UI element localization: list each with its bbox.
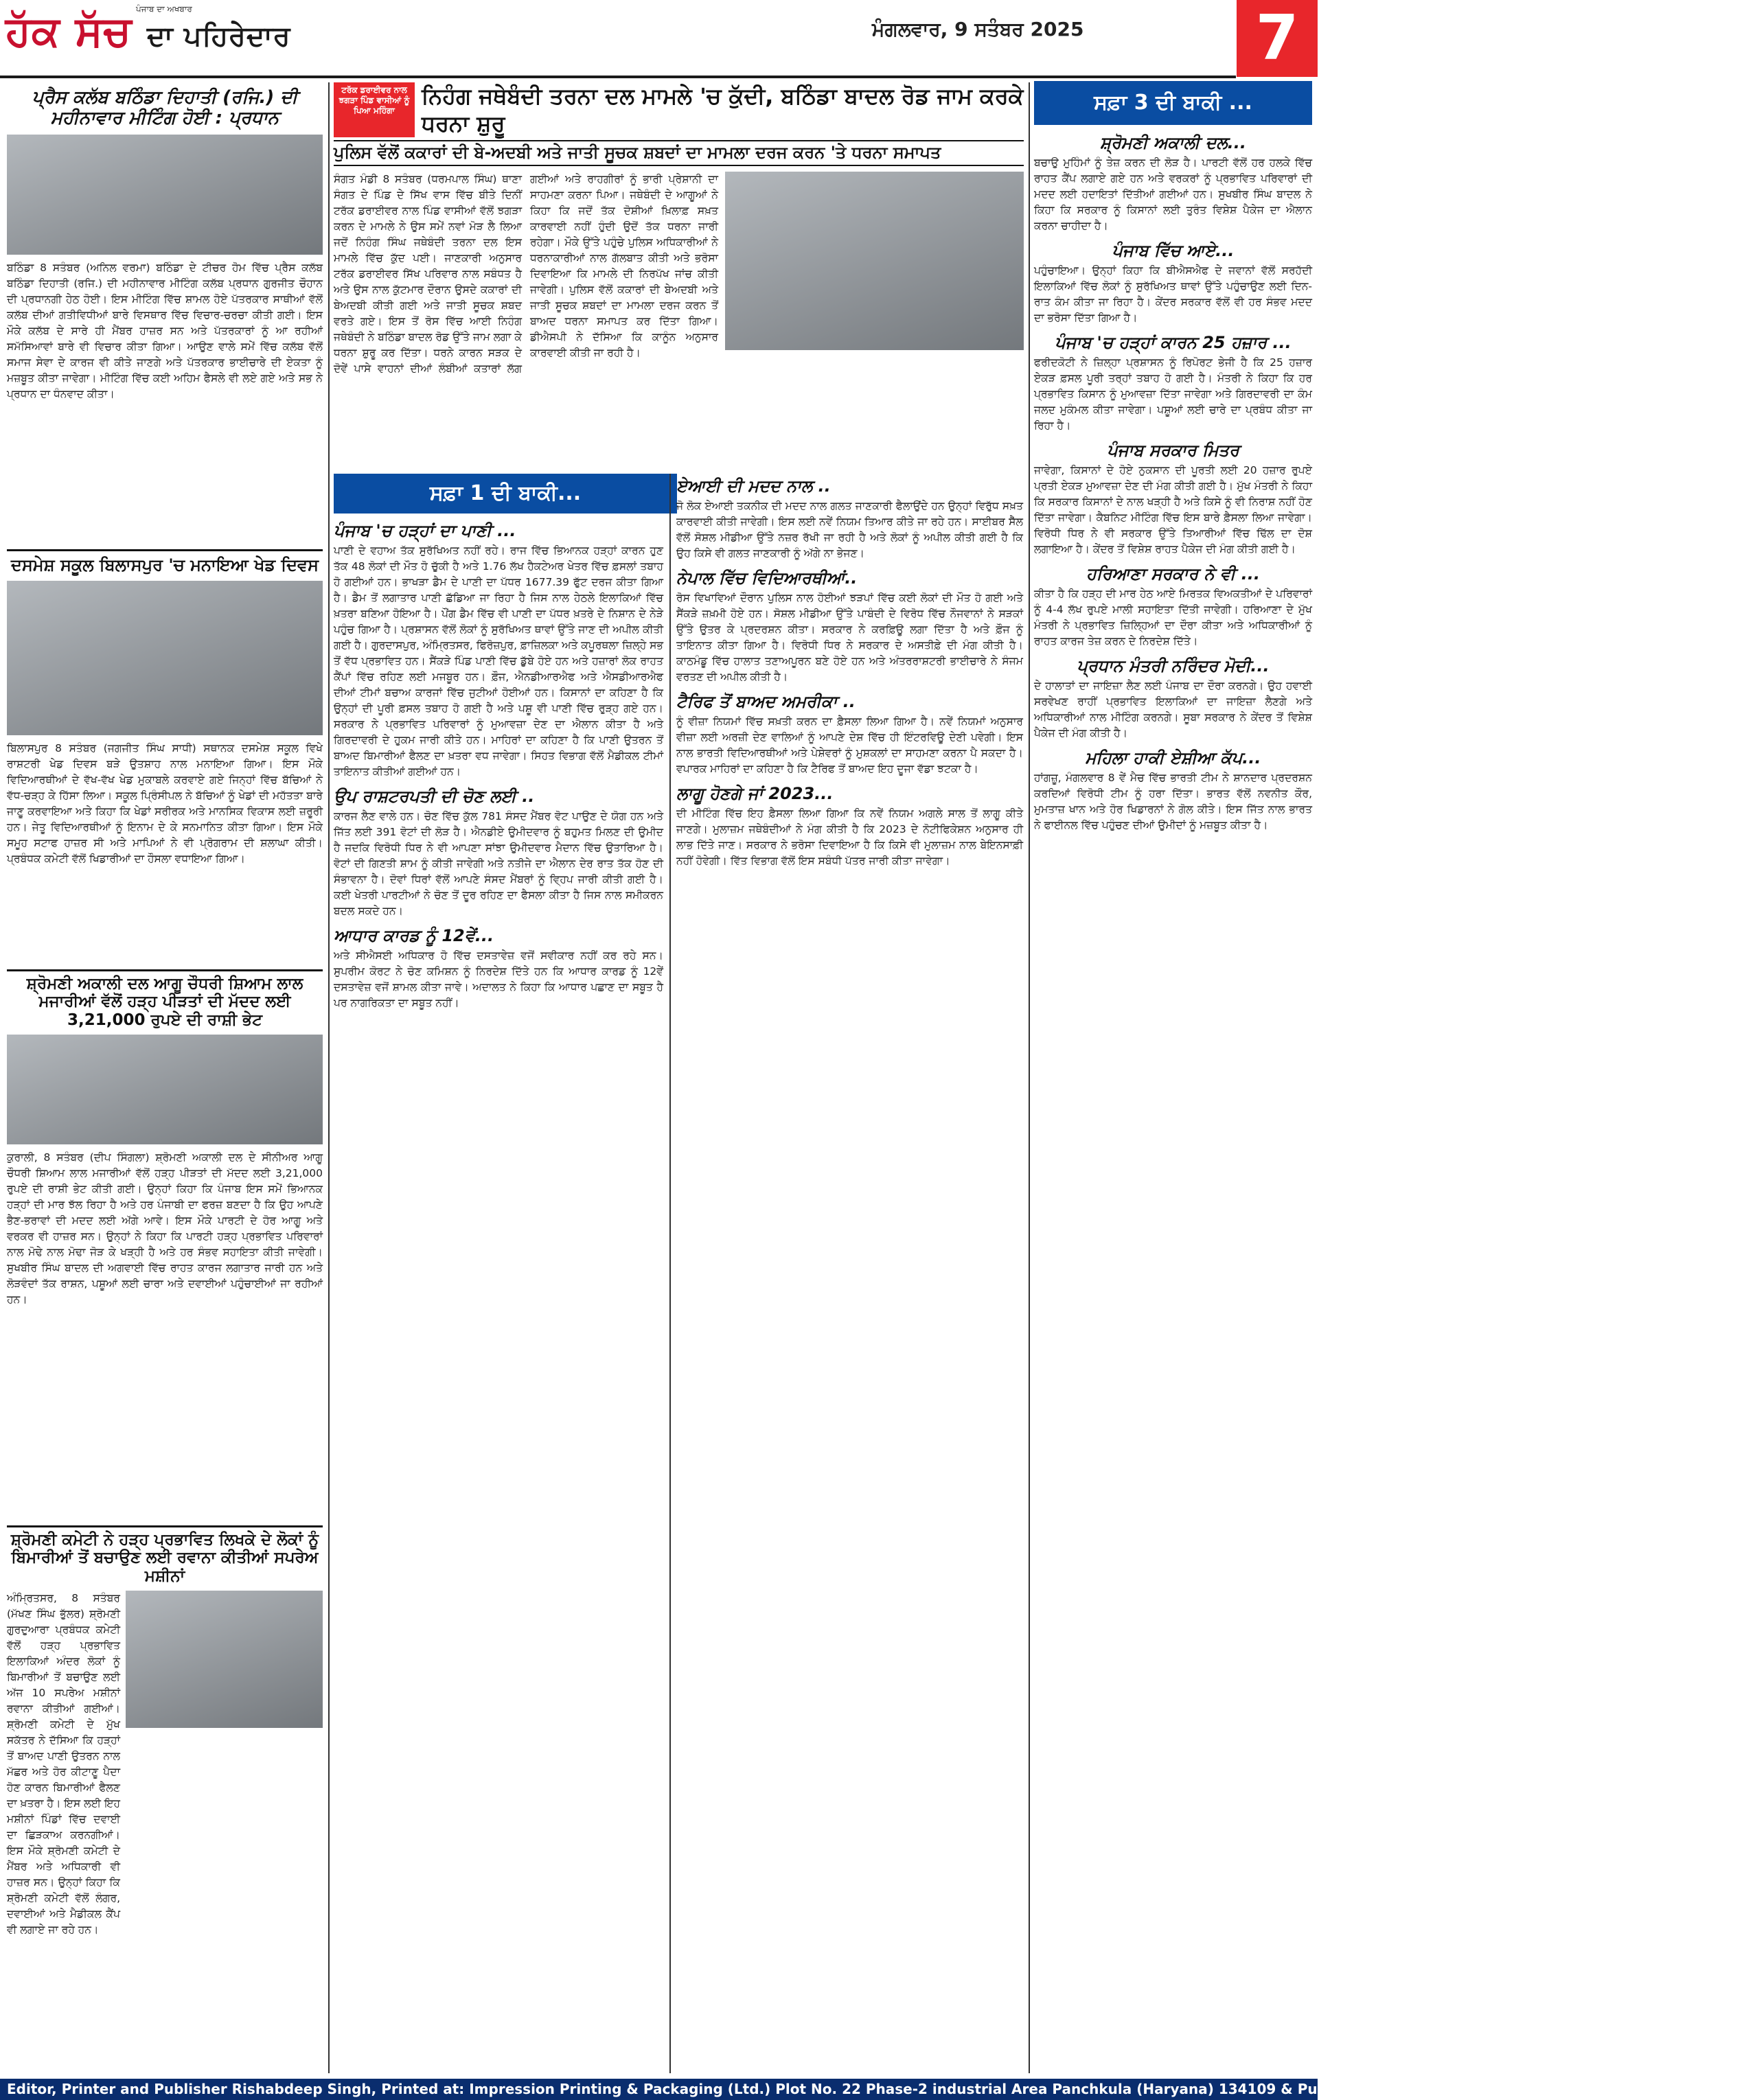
lead-body: ਸੰਗਤ ਮੰਡੀ 8 ਸਤੰਬਰ (ਧਰਮਪਾਲ ਸਿੰਘ) ਥਾਣਾ ਸੰਗਤ ਦੇ ਪਿੰਡ ਦੇ ਸਿੱਖ ਵਾਸ ਵਿੱਚ ਬੀਤੇ ਦਿਨੀਂ ਟਰੱਕ ਡਰਾਈਵਰ ਨਾਲ ਪਿੰਡ ਵਾਸੀਆਂ ਵੱਲੋਂ ਝਗੜਾ ਕਰਨ ਦੇ ਮਾਮਲੇ ਨੇ ਉਸ ਸਮੇਂ ਨਵਾਂ ਮੋੜ ਲੈ ਲਿਆ ਜਦੋਂ ਨਿਹੰਗ ਸਿੰਘ ਜਥੇਬੰਦੀ ਤਰਨਾ ਦਲ ਇਸ ਮਾਮਲੇ ਵਿੱਚ ਕੁੱਦ ਪਈ। ਜਾਣਕਾਰੀ ਅਨੁਸਾਰ ਟਰੱਕ ਡਰਾਈਵਰ ਸਿੱਖ ਪਰਿਵਾਰ ਨਾਲ ਸਬੰਧਤ ਹੈ ਅਤੇ ਉਸ ਨਾਲ ਕੁੱਟਮਾਰ ਦੌਰਾਨ ਉਸਦੇ ਕਕਾਰਾਂ ਦੀ ਬੇਅਦਬੀ ਕੀਤੀ ਗਈ ਅਤੇ ਜਾਤੀ ਸੂਚਕ ਸ਼ਬਦ ਵਰਤੇ ਗਏ। ਇਸ ਤੋਂ ਰੋਸ ਵਿੱਚ ਆਈ ਨਿਹੰਗ ਜਥੇਬੰਦੀ ਨੇ ਬਠਿੰਡਾ ਬਾਦਲ ਰੋਡ ਉੱਤੇ ਜਾਮ ਲਗਾ ਕੇ ਧਰਨਾ ਸ਼ੁਰੂ ਕਰ ਦਿੱਤਾ। ਧਰਨੇ ਕਾਰਨ ਸੜਕ ਦੇ ਦੋਵੇਂ ਪਾਸੇ ਵਾਹਨਾਂ ਦੀਆਂ ਲੰਬੀਆਂ ਕਤਾਰਾਂ ਲੱਗ ਗਈਆਂ ਅਤੇ ਰਾਹਗੀਰਾਂ ਨੂੰ ਭਾਰੀ ਪ੍ਰੇਸ਼ਾਨੀ ਦਾ ਸਾਹਮਣਾ ਕਰਨਾ ਪਿਆ। ਜਥੇਬੰਦੀ ਦੇ ਆਗੂਆਂ ਨੇ ਕਿਹਾ ਕਿ ਜਦੋਂ ਤੱਕ ਦੋਸ਼ੀਆਂ ਖ਼ਿਲਾਫ਼ ਸਖ਼ਤ ਕਾਰਵਾਈ ਨਹੀਂ ਹੁੰਦੀ ਉਦੋਂ ਤੱਕ ਧਰਨਾ ਜਾਰੀ ਰਹੇਗਾ। ਮੌਕੇ ਉੱਤੇ ਪਹੁੰਚੇ ਪੁਲਿਸ ਅਧਿਕਾਰੀਆਂ ਨੇ ਧਰਨਾਕਾਰੀਆਂ ਨਾਲ ਗੱਲਬਾਤ ਕੀਤੀ ਅਤੇ ਭਰੋਸਾ ਦਿਵਾਇਆ ਕਿ ਮਾਮਲੇ ਦੀ ਨਿਰਪੱਖ ਜਾਂਚ ਕੀਤੀ ਜਾਵੇਗੀ। ਪੁਲਿਸ ਵੱਲੋਂ ਕਕਾਰਾਂ ਦੀ ਬੇਅਦਬੀ ਅਤੇ ਜਾਤੀ ਸੂਚਕ ਸ਼ਬਦਾਂ ਦਾ ਮਾਮਲਾ ਦਰਜ ਕਰਨ ਤੋਂ ਬਾਅਦ ਧਰਨਾ ਸਮਾਪਤ ਕਰ ਦਿੱਤਾ ਗਿਆ। ਡੀਐਸਪੀ ਨੇ ਦੱਸਿਆ ਕਿ ਕਾਨੂੰਨ ਅਨੁਸਾਰ ਕਾਰਵਾਈ ਕੀਤੀ ਜਾ ਰਹੀ ਹੈ। bbox=[334, 172, 718, 375]
masthead-rule bbox=[0, 76, 1236, 78]
logo-text: ਹੱਕ ਸੱਚ bbox=[5, 8, 133, 56]
section-title: ਪੰਜਾਬ ਸਰਕਾਰ ਮਿਤਰ bbox=[1107, 441, 1239, 460]
date-line: ਮੰਗਲਵਾਰ, 9 ਸਤੰਬਰ 2025 bbox=[872, 18, 1084, 41]
body-mazaria-donation: ਕੁਰਾਲੀ, 8 ਸਤੰਬਰ (ਦੀਪ ਸਿੰਗਲਾ) ਸ਼੍ਰੋਮਣੀ ਅਕਾਲੀ ਦਲ ਦੇ ਸੀਨੀਅਰ ਆਗੂ ਚੌਧਰੀ ਸ਼ਿਆਮ ਲਾਲ ਮਜਾਰੀਆਂ ਵੱਲੋਂ ਹੜ੍ਹ ਪੀੜਤਾਂ ਦੀ ਮੱਦਦ ਲਈ 3,21,000 ਰੁਪਏ ਦੀ ਰਾਸ਼ੀ ਭੇਟ ਕੀਤੀ ਗਈ। ਉਨ੍ਹਾਂ ਕਿਹਾ ਕਿ ਪੰਜਾਬ ਇਸ ਸਮੇਂ ਭਿਆਨਕ ਹੜ੍ਹਾਂ ਦੀ ਮਾਰ ਝੱਲ ਰਿਹਾ ਹੈ ਅਤੇ ਹਰ ਪੰਜਾਬੀ ਦਾ ਫਰਜ਼ ਬਣਦਾ ਹੈ ਕਿ ਉਹ ਆਪਣੇ ਭੈਣ-ਭਰਾਵਾਂ ਦੀ ਮਦਦ ਲਈ ਅੱਗੇ ਆਵੇ। ਇਸ ਮੌਕੇ ਪਾਰਟੀ ਦੇ ਹੋਰ ਆਗੂ ਅਤੇ ਵਰਕਰ ਵੀ ਹਾਜ਼ਰ ਸਨ। ਉਨ੍ਹਾਂ ਨੇ ਕਿਹਾ ਕਿ ਪਾਰਟੀ ਹੜ੍ਹ ਪ੍ਰਭਾਵਿਤ ਪਰਿਵਾਰਾਂ ਨਾਲ ਮੋਢੇ ਨਾਲ ਮੋਢਾ ਜੋੜ ਕੇ ਖੜ੍ਹੀ ਹੈ ਅਤੇ ਹਰ ਸੰਭਵ ਸਹਾਇਤਾ ਕੀਤੀ ਜਾਵੇਗੀ। ਸੁਖਬੀਰ ਸਿੰਘ ਬਾਦਲ ਦੀ ਅਗਵਾਈ ਵਿੱਚ ਰਾਹਤ ਕਾਰਜ ਲਗਾਤਾਰ ਜਾਰੀ ਹਨ ਅਤੇ ਲੋੜਵੰਦਾਂ ਤੱਕ ਰਾਸ਼ਨ, ਪਸ਼ੂਆਂ ਲਈ ਚਾਰਾ ਅਤੇ ਦਵਾਈਆਂ ਪਹੁੰਚਾਈਆਂ ਜਾ ਰਹੀਆਂ ਹਨ। bbox=[7, 1151, 323, 1306]
headline-mazaria-donation: ਸ਼੍ਰੋਮਣੀ ਅਕਾਲੀ ਦਲ ਆਗੂ ਚੌਧਰੀ ਸ਼ਿਆਮ ਲਾਲ ਮਜਾਰੀਆਂ ਵੱਲੋਂ ਹੜ੍ਹ ਪੀੜਤਾਂ ਦੀ ਮੱਦਦ ਲਈ 3,21,000 ਰੁਪਏ ਦੀ ਰਾਸ਼ੀ ਭੇਟ bbox=[26, 975, 303, 1029]
donation-photo bbox=[7, 1035, 323, 1144]
school-photo bbox=[7, 581, 323, 735]
page-3-continued-column bbox=[1034, 130, 1312, 2073]
section-body: ਹਾਂਗਜ਼ੂ, ਮੰਗਲਵਾਰ 8 ਵੇਂ ਮੈਚ ਵਿੱਚ ਭਾਰਤੀ ਟੀਮ ਨੇ ਸ਼ਾਨਦਾਰ ਪ੍ਰਦਰਸ਼ਨ ਕਰਦਿਆਂ ਵਿਰੋਧੀ ਟੀਮ ਨੂੰ ਹਰਾ ਦਿੱਤਾ। ਭਾਰਤ ਵੱਲੋਂ ਨਵਨੀਤ ਕੌਰ, ਮੁਮਤਾਜ਼ ਖਾਨ ਅਤੇ ਹੋਰ ਖਿਡਾਰਨਾਂ ਨੇ ਗੋਲ ਕੀਤੇ। ਇਸ ਜਿੱਤ ਨਾਲ ਭਾਰਤ ਨੇ ਫਾਈਨਲ ਵਿੱਚ ਪਹੁੰਚਣ ਦੀਆਂ ਉਮੀਦਾਂ ਨੂੰ ਮਜ਼ਬੂਤ ਕੀਤਾ ਹੈ। bbox=[1034, 772, 1312, 831]
section-title: ਮਹਿਲਾ ਹਾਕੀ ਏਸ਼ੀਆ ਕੱਪ... bbox=[1085, 748, 1261, 768]
newspaper-logo bbox=[5, 4, 328, 70]
column-divider bbox=[1029, 82, 1030, 2073]
continued-column-2 bbox=[676, 474, 1023, 2073]
page-number: 7 bbox=[1237, 0, 1318, 77]
imprint-footer: Editor, Printer and Publisher Rishabdeep Singh, Printed at: Impression Printing & Packaging (Ltd.) Plot No. 22 Phase-2 industrial Area Panchkula (Haryana) 134109 & Published From 3223, First Floor, Sector-35D, Chandigarh bbox=[0, 2079, 1318, 2100]
section-title: ਪੰਜਾਬ 'ਚ ਹੜ੍ਹਾਂ ਦਾ ਪਾਣੀ ... bbox=[334, 521, 516, 540]
section-body: ਪਾਣੀ ਦੇ ਵਹਾਅ ਤੱਕ ਸੁਰੱਖਿਅਤ ਨਹੀਂ ਰਹੇ। ਰਾਜ ਵਿੱਚ ਭਿਆਨਕ ਹੜ੍ਹਾਂ ਕਾਰਨ ਹੁਣ ਤੱਕ 48 ਲੋਕਾਂ ਦੀ ਮੌਤ ਹੋ ਚੁੱਕੀ ਹੈ ਅਤੇ 1.76 ਲੱਖ ਹੈਕਟੇਅਰ ਖੇਤਰ ਵਿੱਚ ਫ਼ਸਲਾਂ ਤਬਾਹ ਹੋ ਗਈਆਂ ਹਨ। ਭਾਖੜਾ ਡੈਮ ਦੇ ਪਾਣੀ ਦਾ ਪੱਧਰ 1677.39 ਫੁੱਟ ਦਰਜ ਕੀਤਾ ਗਿਆ ਹੈ। ਡੈਮ ਤੋਂ ਲਗਾਤਾਰ ਪਾਣੀ ਛੱਡਿਆ ਜਾ ਰਿਹਾ ਹੈ ਜਿਸ ਨਾਲ ਹੇਠਲੇ ਇਲਾਕਿਆਂ ਵਿੱਚ ਖ਼ਤਰਾ ਬਣਿਆ ਹੋਇਆ ਹੈ। ਪੌਂਗ ਡੈਮ ਵਿੱਚ ਵੀ ਪਾਣੀ ਦਾ ਪੱਧਰ ਖ਼ਤਰੇ ਦੇ ਨਿਸ਼ਾਨ ਦੇ ਨੇੜੇ ਪਹੁੰਚ ਗਿਆ ਹੈ। ਪ੍ਰਸ਼ਾਸਨ ਵੱਲੋਂ ਲੋਕਾਂ ਨੂੰ ਸੁਰੱਖਿਅਤ ਥਾਵਾਂ ਉੱਤੇ ਜਾਣ ਦੀ ਅਪੀਲ ਕੀਤੀ ਗਈ ਹੈ। ਗੁਰਦਾਸਪੁਰ, ਅੰਮ੍ਰਿਤਸਰ, ਫਿਰੋਜ਼ਪੁਰ, ਫ਼ਾਜ਼ਿਲਕਾ ਅਤੇ ਕਪੂਰਥਲਾ ਜ਼ਿਲ੍ਹੇ ਸਭ ਤੋਂ ਵੱਧ ਪ੍ਰਭਾਵਿਤ ਹਨ। ਸੈਂਕੜੇ ਪਿੰਡ ਪਾਣੀ ਵਿੱਚ ਡੁੱਬੇ ਹੋਏ ਹਨ ਅਤੇ ਹਜ਼ਾਰਾਂ ਲੋਕ ਰਾਹਤ ਕੈਂਪਾਂ ਵਿੱਚ ਰਹਿਣ ਲਈ ਮਜਬੂਰ ਹਨ। ਫ਼ੌਜ, ਐਨਡੀਆਰਐਫ ਅਤੇ ਐਸਡੀਆਰਐਫ ਦੀਆਂ ਟੀਮਾਂ ਬਚਾਅ ਕਾਰਜਾਂ ਵਿੱਚ ਜੁਟੀਆਂ ਹੋਈਆਂ ਹਨ। ਕਿਸਾਨਾਂ ਦਾ ਕਹਿਣਾ ਹੈ ਕਿ ਉਨ੍ਹਾਂ ਦੀ ਪੂਰੀ ਫ਼ਸਲ ਤਬਾਹ ਹੋ ਗਈ ਹੈ ਅਤੇ ਪਸ਼ੂ ਵੀ ਪਾਣੀ ਵਿੱਚ ਰੁੜ੍ਹ ਗਏ ਹਨ। ਸਰਕਾਰ ਨੇ ਪ੍ਰਭਾਵਿਤ ਪਰਿਵਾਰਾਂ ਨੂੰ ਮੁਆਵਜ਼ਾ ਦੇਣ ਦਾ ਐਲਾਨ ਕੀਤਾ ਹੈ ਅਤੇ ਗਿਰਦਾਵਰੀ ਦੇ ਹੁਕਮ ਜਾਰੀ ਕੀਤੇ ਹਨ। ਮਾਹਿਰਾਂ ਦਾ ਕਹਿਣਾ ਹੈ ਕਿ ਪਾਣੀ ਉਤਰਨ ਤੋਂ ਬਾਅਦ ਬਿਮਾਰੀਆਂ ਫੈਲਣ ਦਾ ਖ਼ਤਰਾ ਵਧ ਜਾਵੇਗਾ। ਸਿਹਤ ਵਿਭਾਗ ਵੱਲੋਂ ਮੈਡੀਕਲ ਟੀਮਾਂ ਤਾਇਨਾਤ ਕੀਤੀਆਂ ਗਈਆਂ ਹਨ। bbox=[334, 544, 663, 778]
section-title: ਪ੍ਰਧਾਨ ਮੰਤਰੀ ਨਰਿੰਦਰ ਮੋਦੀ... bbox=[1077, 656, 1270, 676]
page-1-continued-band: ਸਫ਼ਾ 1 ਦੀ ਬਾਕੀ... bbox=[334, 474, 677, 514]
lead-subheadline: ਪੁਲਿਸ ਵੱਲੋਂ ਕਕਾਰਾਂ ਦੀ ਬੇ-ਅਦਬੀ ਅਤੇ ਜਾਤੀ ਸੂਚਕ ਸ਼ਬਦਾਂ ਦਾ ਮਾਮਲਾ ਦਰਜ ਕਰਨ 'ਤੇ ਧਰਨਾ ਸਮਾਪਤ bbox=[334, 140, 1024, 166]
section-body: ਜੋ ਲੋਕ ਏਆਈ ਤਕਨੀਕ ਦੀ ਮਦਦ ਨਾਲ ਗਲਤ ਜਾਣਕਾਰੀ ਫੈਲਾਉਂਦੇ ਹਨ ਉਨ੍ਹਾਂ ਵਿਰੁੱਧ ਸਖ਼ਤ ਕਾਰਵਾਈ ਕੀਤੀ ਜਾਵੇਗੀ। ਇਸ ਲਈ ਨਵੇਂ ਨਿਯਮ ਤਿਆਰ ਕੀਤੇ ਜਾ ਰਹੇ ਹਨ। ਸਾਈਬਰ ਸੈੱਲ ਵੱਲੋਂ ਸੋਸ਼ਲ ਮੀਡੀਆ ਉੱਤੇ ਨਜ਼ਰ ਰੱਖੀ ਜਾ ਰਹੀ ਹੈ ਅਤੇ ਲੋਕਾਂ ਨੂੰ ਅਪੀਲ ਕੀਤੀ ਗਈ ਹੈ ਕਿ ਉਹ ਕਿਸੇ ਵੀ ਗਲਤ ਜਾਣਕਾਰੀ ਨੂੰ ਅੱਗੇ ਨਾ ਭੇਜਣ। bbox=[676, 500, 1023, 559]
lead-headline: ਨਿਹੰਗ ਜਥੇਬੰਦੀ ਤਰਨਾ ਦਲ ਮਾਮਲੇ 'ਚ ਕੁੱਦੀ, ਬਠਿੰਡਾ ਬਾਦਲ ਰੋਡ ਜਾਮ ਕਰਕੇ ਧਰਨਾ ਸ਼ੁਰੂ bbox=[422, 83, 1024, 137]
headline-dasmesh-school: ਦਸਮੇਸ਼ ਸਕੂਲ ਬਿਲਾਸਪੁਰ 'ਚ ਮਨਾਇਆ ਖੇਡ ਦਿਵਸ bbox=[10, 555, 319, 575]
section-body: ਕੀਤਾ ਹੈ ਕਿ ਹੜ੍ਹ ਦੀ ਮਾਰ ਹੇਠ ਆਏ ਮਿਰਤਕ ਵਿਅਕਤੀਆਂ ਦੇ ਪਰਿਵਾਰਾਂ ਨੂੰ 4-4 ਲੱਖ ਰੁਪਏ ਮਾਲੀ ਸਹਾਇਤਾ ਦਿੱਤੀ ਜਾਵੇਗੀ। ਹਰਿਆਣਾ ਦੇ ਮੁੱਖ ਮੰਤਰੀ ਨੇ ਪ੍ਰਭਾਵਿਤ ਜ਼ਿਲ੍ਹਿਆਂ ਦਾ ਦੌਰਾ ਕੀਤਾ ਅਤੇ ਅਧਿਕਾਰੀਆਂ ਨੂੰ ਰਾਹਤ ਕਾਰਜ ਤੇਜ਼ ਕਰਨ ਦੇ ਨਿਰਦੇਸ਼ ਦਿੱਤੇ। bbox=[1034, 588, 1312, 647]
headline-press-club: ਪ੍ਰੈਸ ਕਲੱਬ ਬਠਿੰਡਾ ਦਿਹਾਤੀ (ਰਜਿ.) ਦੀ ਮਹੀਨਾਵਾਰ ਮੀਟਿੰਗ ਹੋਈ : ਪ੍ਰਧਾਨ bbox=[32, 87, 298, 128]
section-title: ਪੰਜਾਬ ਵਿੱਚ ਆਏ... bbox=[1112, 241, 1235, 260]
logo-text-2: ਦਾ ਪਹਿਰੇਦਾਰ bbox=[146, 21, 291, 52]
body-dasmesh-school: ਬਿਲਾਸਪੁਰ 8 ਸਤੰਬਰ (ਜਗਜੀਤ ਸਿੰਘ ਸਾਧੀ) ਸਥਾਨਕ ਦਸਮੇਸ਼ ਸਕੂਲ ਵਿਖੇ ਰਾਸ਼ਟਰੀ ਖੇਡ ਦਿਵਸ ਬੜੇ ਉਤਸ਼ਾਹ ਨਾਲ ਮਨਾਇਆ ਗਿਆ। ਇਸ ਮੌਕੇ ਵਿਦਿਆਰਥੀਆਂ ਦੇ ਵੱਖ-ਵੱਖ ਖੇਡ ਮੁਕਾਬਲੇ ਕਰਵਾਏ ਗਏ ਜਿਨ੍ਹਾਂ ਵਿੱਚ ਬੱਚਿਆਂ ਨੇ ਵੱਧ-ਚੜ੍ਹ ਕੇ ਹਿੱਸਾ ਲਿਆ। ਸਕੂਲ ਪ੍ਰਿੰਸੀਪਲ ਨੇ ਬੱਚਿਆਂ ਨੂੰ ਖੇਡਾਂ ਦੀ ਮਹੱਤਤਾ ਬਾਰੇ ਜਾਣੂ ਕਰਵਾਇਆ ਅਤੇ ਕਿਹਾ ਕਿ ਖੇਡਾਂ ਸਰੀਰਕ ਅਤੇ ਮਾਨਸਿਕ ਵਿਕਾਸ ਲਈ ਜ਼ਰੂਰੀ ਹਨ। ਜੇਤੂ ਵਿਦਿਆਰਥੀਆਂ ਨੂੰ ਇਨਾਮ ਦੇ ਕੇ ਸਨਮਾਨਿਤ ਕੀਤਾ ਗਿਆ। ਇਸ ਮੌਕੇ ਸਮੂਹ ਸਟਾਫ ਹਾਜ਼ਰ ਸੀ ਅਤੇ ਮਾਪਿਆਂ ਨੇ ਵੀ ਪ੍ਰੋਗਰਾਮ ਦੀ ਸ਼ਲਾਘਾ ਕੀਤੀ। ਪ੍ਰਬੰਧਕ ਕਮੇਟੀ ਵੱਲੋਂ ਖਿਡਾਰੀਆਂ ਦਾ ਹੌਸਲਾ ਵਧਾਇਆ ਗਿਆ। bbox=[7, 741, 323, 865]
protest-photo bbox=[725, 172, 1024, 350]
masthead bbox=[0, 0, 1318, 77]
section-title: ਸ਼੍ਰੋਮਣੀ ਅਕਾਲੀ ਦਲ... bbox=[1100, 133, 1246, 152]
section-body: ਕਾਰਜ ਲੈਣ ਵਾਲੇ ਹਨ। ਚੋਣ ਵਿੱਚ ਕੁੱਲ 781 ਸੰਸਦ ਮੈਂਬਰ ਵੋਟ ਪਾਉਣ ਦੇ ਯੋਗ ਹਨ ਅਤੇ ਜਿੱਤ ਲਈ 391 ਵੋਟਾਂ ਦੀ ਲੋੜ ਹੈ। ਐਨਡੀਏ ਉਮੀਦਵਾਰ ਨੂੰ ਬਹੁਮਤ ਮਿਲਣ ਦੀ ਉਮੀਦ ਹੈ ਜਦਕਿ ਵਿਰੋਧੀ ਧਿਰ ਨੇ ਵੀ ਆਪਣਾ ਸਾਂਝਾ ਉਮੀਦਵਾਰ ਮੈਦਾਨ ਵਿੱਚ ਉਤਾਰਿਆ ਹੈ। ਵੋਟਾਂ ਦੀ ਗਿਣਤੀ ਸ਼ਾਮ ਨੂੰ ਕੀਤੀ ਜਾਵੇਗੀ ਅਤੇ ਨਤੀਜੇ ਦਾ ਐਲਾਨ ਦੇਰ ਰਾਤ ਤੱਕ ਹੋਣ ਦੀ ਸੰਭਾਵਨਾ ਹੈ। ਦੋਵਾਂ ਧਿਰਾਂ ਵੱਲੋਂ ਆਪਣੇ ਸੰਸਦ ਮੈਂਬਰਾਂ ਨੂੰ ਵ੍ਹਿਪ ਜਾਰੀ ਕੀਤੀ ਗਈ ਹੈ। ਕਈ ਖੇਤਰੀ ਪਾਰਟੀਆਂ ਨੇ ਚੋਣ ਤੋਂ ਦੂਰ ਰਹਿਣ ਦਾ ਫੈਸਲਾ ਕੀਤਾ ਹੈ ਜਿਸ ਨਾਲ ਸਮੀਕਰਨ ਬਦਲ ਸਕਦੇ ਹਨ। bbox=[334, 810, 663, 917]
section-title: ਲਾਗੂ ਹੋਣਗੇ ਜਾਂ 2023... bbox=[676, 784, 834, 803]
article-dasmesh-school bbox=[7, 556, 323, 968]
divider bbox=[7, 969, 323, 971]
section-title: ਆਧਾਰ ਕਾਰਡ ਨੂੰ 12ਵੇਂ... bbox=[334, 926, 494, 945]
lead-story bbox=[334, 82, 1024, 467]
spray-machines-photo bbox=[126, 1591, 323, 1728]
article-sgpc-spray bbox=[7, 1531, 323, 2073]
press-club-photo bbox=[7, 135, 323, 255]
continued-column bbox=[334, 518, 663, 2073]
section-body: ਰੋਸ ਵਿਖਾਵਿਆਂ ਦੌਰਾਨ ਪੁਲਿਸ ਨਾਲ ਹੋਈਆਂ ਝੜਪਾਂ ਵਿੱਚ ਕਈ ਲੋਕਾਂ ਦੀ ਮੌਤ ਹੋ ਗਈ ਅਤੇ ਸੈਂਕੜੇ ਜ਼ਖ਼ਮੀ ਹੋਏ ਹਨ। ਸੋਸ਼ਲ ਮੀਡੀਆ ਉੱਤੇ ਪਾਬੰਦੀ ਦੇ ਵਿਰੋਧ ਵਿੱਚ ਨੌਜਵਾਨਾਂ ਨੇ ਸੜਕਾਂ ਉੱਤੇ ਉਤਰ ਕੇ ਪ੍ਰਦਰਸ਼ਨ ਕੀਤਾ। ਸਰਕਾਰ ਨੇ ਕਰਫ਼ਿਊ ਲਗਾ ਦਿੱਤਾ ਹੈ ਅਤੇ ਫ਼ੌਜ ਨੂੰ ਤਾਇਨਾਤ ਕੀਤਾ ਗਿਆ ਹੈ। ਵਿਰੋਧੀ ਧਿਰ ਨੇ ਸਰਕਾਰ ਦੇ ਅਸਤੀਫ਼ੇ ਦੀ ਮੰਗ ਕੀਤੀ ਹੈ। ਕਾਠਮੰਡੂ ਵਿੱਚ ਹਾਲਾਤ ਤਣਾਅਪੂਰਨ ਬਣੇ ਹੋਏ ਹਨ ਅਤੇ ਅੰਤਰਰਾਸ਼ਟਰੀ ਭਾਈਚਾਰੇ ਨੇ ਸੰਜਮ ਵਰਤਣ ਦੀ ਅਪੀਲ ਕੀਤੀ ਹੈ। bbox=[676, 592, 1023, 683]
column-divider bbox=[669, 474, 671, 2073]
column-divider bbox=[328, 82, 330, 2073]
section-title: ਉਪ ਰਾਸ਼ਟਰਪਤੀ ਦੀ ਚੋਣ ਲਈ .. bbox=[334, 787, 535, 806]
section-body: ਅਤੇ ਸੀਐਸਈ ਅਧਿਕਾਰ ਹੋ ਵਿੱਚ ਦਸਤਾਵੇਜ਼ ਵਜੋਂ ਸਵੀਕਾਰ ਨਹੀਂ ਕਰ ਰਹੇ ਸਨ। ਸੁਪਰੀਮ ਕੋਰਟ ਨੇ ਚੋਣ ਕਮਿਸ਼ਨ ਨੂੰ ਨਿਰਦੇਸ਼ ਦਿੱਤੇ ਹਨ ਕਿ ਆਧਾਰ ਕਾਰਡ ਨੂੰ 12ਵੇਂ ਦਸਤਾਵੇਜ਼ ਵਜੋਂ ਸ਼ਾਮਲ ਕੀਤਾ ਜਾਵੇ। ਅਦਾਲਤ ਨੇ ਕਿਹਾ ਕਿ ਆਧਾਰ ਪਛਾਣ ਦਾ ਸਬੂਤ ਹੈ ਪਰ ਨਾਗਰਿਕਤਾ ਦਾ ਸਬੂਤ ਨਹੀਂ। bbox=[334, 949, 663, 1009]
page-3-continued-band: ਸਫ਼ਾ 3 ਦੀ ਬਾਕੀ ... bbox=[1034, 81, 1312, 125]
section-body: ਦੀ ਮੀਟਿੰਗ ਵਿੱਚ ਇਹ ਫ਼ੈਸਲਾ ਲਿਆ ਗਿਆ ਕਿ ਨਵੇਂ ਨਿਯਮ ਅਗਲੇ ਸਾਲ ਤੋਂ ਲਾਗੂ ਕੀਤੇ ਜਾਣਗੇ। ਮੁਲਾਜ਼ਮ ਜਥੇਬੰਦੀਆਂ ਨੇ ਮੰਗ ਕੀਤੀ ਹੈ ਕਿ 2023 ਦੇ ਨੋਟੀਫਿਕੇਸ਼ਨ ਅਨੁਸਾਰ ਹੀ ਲਾਭ ਦਿੱਤੇ ਜਾਣ। ਸਰਕਾਰ ਨੇ ਭਰੋਸਾ ਦਿਵਾਇਆ ਹੈ ਕਿ ਕਿਸੇ ਵੀ ਮੁਲਾਜ਼ਮ ਨਾਲ ਬੇਇਨਸਾਫ਼ੀ ਨਹੀਂ ਹੋਵੇਗੀ। ਵਿੱਤ ਵਿਭਾਗ ਵੱਲੋਂ ਇਸ ਸਬੰਧੀ ਪੱਤਰ ਜਾਰੀ ਕੀਤਾ ਜਾਵੇਗਾ। bbox=[676, 807, 1023, 867]
section-body: ਜਾਵੇਗਾ, ਕਿਸਾਨਾਂ ਦੇ ਹੋਏ ਨੁਕਸਾਨ ਦੀ ਪੂਰਤੀ ਲਈ 20 ਹਜ਼ਾਰ ਰੁਪਏ ਪ੍ਰਤੀ ਏਕੜ ਮੁਆਵਜ਼ਾ ਦੇਣ ਦੀ ਮੰਗ ਕੀਤੀ ਗਈ ਹੈ। ਮੁੱਖ ਮੰਤਰੀ ਨੇ ਕਿਹਾ ਕਿ ਸਰਕਾਰ ਕਿਸਾਨਾਂ ਦੇ ਨਾਲ ਖੜ੍ਹੀ ਹੈ ਅਤੇ ਕਿਸੇ ਨੂੰ ਵੀ ਨਿਰਾਸ਼ ਨਹੀਂ ਹੋਣ ਦਿੱਤਾ ਜਾਵੇਗਾ। ਕੈਬਨਿਟ ਮੀਟਿੰਗ ਵਿੱਚ ਇਸ ਬਾਰੇ ਫ਼ੈਸਲਾ ਲਿਆ ਜਾਵੇਗਾ। ਵਿਰੋਧੀ ਧਿਰ ਨੇ ਵੀ ਸਰਕਾਰ ਉੱਤੇ ਤਿਆਰੀਆਂ ਵਿੱਚ ਢਿੱਲ ਦਾ ਦੋਸ਼ ਲਗਾਇਆ ਹੈ। ਕੇਂਦਰ ਤੋਂ ਵਿਸ਼ੇਸ਼ ਰਾਹਤ ਪੈਕੇਜ ਦੀ ਮੰਗ ਕੀਤੀ ਗਈ ਹੈ। bbox=[1034, 464, 1312, 555]
section-body: ਪਹੁੰਚਾਇਆ। ਉਨ੍ਹਾਂ ਕਿਹਾ ਕਿ ਬੀਐਸਐਫ ਦੇ ਜਵਾਨਾਂ ਵੱਲੋਂ ਸਰਹੱਦੀ ਇਲਾਕਿਆਂ ਵਿੱਚ ਲੋਕਾਂ ਨੂੰ ਸੁਰੱਖਿਅਤ ਥਾਵਾਂ ਉੱਤੇ ਪਹੁੰਚਾਉਣ ਲਈ ਦਿਨ-ਰਾਤ ਕੰਮ ਕੀਤਾ ਜਾ ਰਿਹਾ ਹੈ। ਕੇਂਦਰ ਸਰਕਾਰ ਵੱਲੋਂ ਵੀ ਹਰ ਸੰਭਵ ਮਦਦ ਦਾ ਭਰੋਸਾ ਦਿੱਤਾ ਗਿਆ ਹੈ। bbox=[1034, 264, 1312, 324]
section-body: ਦੇ ਹਾਲਾਤਾਂ ਦਾ ਜਾਇਜ਼ਾ ਲੈਣ ਲਈ ਪੰਜਾਬ ਦਾ ਦੌਰਾ ਕਰਨਗੇ। ਉਹ ਹਵਾਈ ਸਰਵੇਖਣ ਰਾਹੀਂ ਪ੍ਰਭਾਵਿਤ ਇਲਾਕਿਆਂ ਦਾ ਜਾਇਜ਼ਾ ਲੈਣਗੇ ਅਤੇ ਅਧਿਕਾਰੀਆਂ ਨਾਲ ਮੀਟਿੰਗ ਕਰਨਗੇ। ਸੂਬਾ ਸਰਕਾਰ ਨੇ ਕੇਂਦਰ ਤੋਂ ਵਿਸ਼ੇਸ਼ ਪੈਕੇਜ ਦੀ ਮੰਗ ਕੀਤੀ ਹੈ। bbox=[1034, 680, 1312, 739]
section-title: ਏਆਈ ਦੀ ਮਦਦ ਨਾਲ .. bbox=[676, 476, 831, 496]
section-body: ਨੂੰ ਵੀਜ਼ਾ ਨਿਯਮਾਂ ਵਿੱਚ ਸਖ਼ਤੀ ਕਰਨ ਦਾ ਫ਼ੈਸਲਾ ਲਿਆ ਗਿਆ ਹੈ। ਨਵੇਂ ਨਿਯਮਾਂ ਅਨੁਸਾਰ ਵੀਜ਼ਾ ਲਈ ਅਰਜ਼ੀ ਦੇਣ ਵਾਲਿਆਂ ਨੂੰ ਆਪਣੇ ਦੇਸ਼ ਵਿੱਚ ਹੀ ਇੰਟਰਵਿਊ ਦੇਣੀ ਪਵੇਗੀ। ਇਸ ਨਾਲ ਭਾਰਤੀ ਵਿਦਿਆਰਥੀਆਂ ਅਤੇ ਪੇਸ਼ੇਵਰਾਂ ਨੂੰ ਮੁਸ਼ਕਲਾਂ ਦਾ ਸਾਹਮਣਾ ਕਰਨਾ ਪੈ ਸਕਦਾ ਹੈ। ਵਪਾਰਕ ਮਾਹਿਰਾਂ ਦਾ ਕਹਿਣਾ ਹੈ ਕਿ ਟੈਰਿਫ ਤੋਂ ਬਾਅਦ ਇਹ ਦੂਜਾ ਵੱਡਾ ਝਟਕਾ ਹੈ। bbox=[676, 715, 1023, 775]
article-mazaria-donation bbox=[7, 975, 323, 1524]
section-title: ਟੈਰਿਫ ਤੋਂ ਬਾਅਦ ਅਮਰੀਕਾ .. bbox=[676, 692, 856, 711]
lead-tag: ਟਰੱਕ ਡਰਾਈਵਰ ਨਾਲ ਝਗੜਾ ਪਿੰਡ ਵਾਸੀਆਂ ਨੂੰ ਪਿਆ ਮਹਿੰਗਾ bbox=[334, 82, 415, 137]
headline-sgpc-spray: ਸ਼੍ਰੋਮਣੀ ਕਮੇਟੀ ਨੇ ਹੜ੍ਹ ਪ੍ਰਭਾਵਿਤ ਲਿਖਕੇ ਦੇ ਲੋਕਾਂ ਨੂੰ ਬਿਮਾਰੀਆਂ ਤੋਂ ਬਚਾਉਣ ਲਈ ਰਵਾਨਾ ਕੀਤੀਆਂ ਸਪਰੇਅ ਮਸ਼ੀਨਾਂ bbox=[10, 1531, 319, 1585]
section-body: ਫਰੀਦਕੋਟੀ ਨੇ ਜ਼ਿਲ੍ਹਾ ਪ੍ਰਸ਼ਾਸਨ ਨੂੰ ਰਿਪੋਰਟ ਭੇਜੀ ਹੈ ਕਿ 25 ਹਜ਼ਾਰ ਏਕੜ ਫ਼ਸਲ ਪੂਰੀ ਤਰ੍ਹਾਂ ਤਬਾਹ ਹੋ ਗਈ ਹੈ। ਮੰਤਰੀ ਨੇ ਕਿਹਾ ਕਿ ਹਰ ਪ੍ਰਭਾਵਿਤ ਕਿਸਾਨ ਨੂੰ ਮੁਆਵਜ਼ਾ ਦਿੱਤਾ ਜਾਵੇਗਾ ਅਤੇ ਗਿਰਦਾਵਰੀ ਦਾ ਕੰਮ ਜਲਦ ਮੁਕੰਮਲ ਕੀਤਾ ਜਾਵੇਗਾ। ਪਸ਼ੂਆਂ ਲਈ ਚਾਰੇ ਦਾ ਪ੍ਰਬੰਧ ਕੀਤਾ ਜਾ ਰਿਹਾ ਹੈ। bbox=[1034, 356, 1312, 432]
section-title: ਹਰਿਆਣਾ ਸਰਕਾਰ ਨੇ ਵੀ ... bbox=[1086, 564, 1260, 584]
divider bbox=[7, 1525, 323, 1527]
article-press-club bbox=[7, 88, 323, 548]
body-sgpc-spray: ਅੰਮ੍ਰਿਤਸਰ, 8 ਸਤੰਬਰ (ਮੱਖਣ ਸਿੰਘ ਭੁੱਲਰ) ਸ਼੍ਰੋਮਣੀ ਗੁਰਦੁਆਰਾ ਪ੍ਰਬੰਧਕ ਕਮੇਟੀ ਵੱਲੋਂ ਹੜ੍ਹ ਪ੍ਰਭਾਵਿਤ ਇਲਾਕਿਆਂ ਅੰਦਰ ਲੋਕਾਂ ਨੂੰ ਬਿਮਾਰੀਆਂ ਤੋਂ ਬਚਾਉਣ ਲਈ ਅੱਜ 10 ਸਪਰੇਅ ਮਸ਼ੀਨਾਂ ਰਵਾਨਾ ਕੀਤੀਆਂ ਗਈਆਂ। ਸ਼੍ਰੋਮਣੀ ਕਮੇਟੀ ਦੇ ਮੁੱਖ ਸਕੱਤਰ ਨੇ ਦੱਸਿਆ ਕਿ ਹੜ੍ਹਾਂ ਤੋਂ ਬਾਅਦ ਪਾਣੀ ਉਤਰਨ ਨਾਲ ਮੱਛਰ ਅਤੇ ਹੋਰ ਕੀਟਾਣੂ ਪੈਦਾ ਹੋਣ ਕਾਰਨ ਬਿਮਾਰੀਆਂ ਫੈਲਣ ਦਾ ਖ਼ਤਰਾ ਹੈ। ਇਸ ਲਈ ਇਹ ਮਸ਼ੀਨਾਂ ਪਿੰਡਾਂ ਵਿੱਚ ਦਵਾਈ ਦਾ ਛਿੜਕਾਅ ਕਰਨਗੀਆਂ। ਇਸ ਮੌਕੇ ਸ਼੍ਰੋਮਣੀ ਕਮੇਟੀ ਦੇ ਮੈਂਬਰ ਅਤੇ ਅਧਿਕਾਰੀ ਵੀ ਹਾਜ਼ਰ ਸਨ। ਉਨ੍ਹਾਂ ਕਿਹਾ ਕਿ ਸ਼੍ਰੋਮਣੀ ਕਮੇਟੀ ਵੱਲੋਂ ਲੰਗਰ, ਦਵਾਈਆਂ ਅਤੇ ਮੈਡੀਕਲ ਕੈਂਪ ਵੀ ਲਗਾਏ ਜਾ ਰਹੇ ਹਨ। bbox=[7, 1592, 120, 1937]
section-body: ਬਚਾਉ ਮੁਹਿੰਮਾਂ ਨੂੰ ਤੇਜ਼ ਕਰਨ ਦੀ ਲੋੜ ਹੈ। ਪਾਰਟੀ ਵੱਲੋਂ ਹਰ ਹਲਕੇ ਵਿੱਚ ਰਾਹਤ ਕੈਂਪ ਲਗਾਏ ਗਏ ਹਨ ਅਤੇ ਵਰਕਰਾਂ ਨੂੰ ਪ੍ਰਭਾਵਿਤ ਪਰਿਵਾਰਾਂ ਦੀ ਮਦਦ ਲਈ ਹਦਾਇਤਾਂ ਦਿੱਤੀਆਂ ਗਈਆਂ ਹਨ। ਸੁਖਬੀਰ ਸਿੰਘ ਬਾਦਲ ਨੇ ਕਿਹਾ ਕਿ ਸਰਕਾਰ ਨੂੰ ਕਿਸਾਨਾਂ ਲਈ ਤੁਰੰਤ ਵਿਸ਼ੇਸ਼ ਪੈਕੇਜ ਦਾ ਐਲਾਨ ਕਰਨਾ ਚਾਹੀਦਾ ਹੈ। bbox=[1034, 157, 1312, 232]
body-press-club: ਬਠਿੰਡਾ 8 ਸਤੰਬਰ (ਅਨਿਲ ਵਰਮਾ) ਬਠਿੰਡਾ ਦੇ ਟੀਚਰ ਹੋਮ ਵਿੱਚ ਪ੍ਰੈਸ ਕਲੱਬ ਬਠਿੰਡਾ ਦਿਹਾਤੀ (ਰਜਿ.) ਦੀ ਮਹੀਨਾਵਾਰ ਮੀਟਿੰਗ ਕਲੱਬ ਪ੍ਰਧਾਨ ਗੁਰਜੀਤ ਚੌਹਾਨ ਦੀ ਪ੍ਰਧਾਨਗੀ ਹੇਠ ਹੋਈ। ਇਸ ਮੀਟਿੰਗ ਵਿੱਚ ਸ਼ਾਮਲ ਹੋਏ ਪੱਤਰਕਾਰ ਸਾਥੀਆਂ ਵੱਲੋਂ ਕਲੱਬ ਦੀਆਂ ਗਤੀਵਿਧੀਆਂ ਬਾਰੇ ਵਿਸਥਾਰ ਵਿੱਚ ਵਿਚਾਰ-ਚਰਚਾ ਕੀਤੀ ਗਈ। ਇਸ ਮੌਕੇ ਕਲੱਬ ਦੇ ਸਾਰੇ ਹੀ ਮੈਂਬਰ ਹਾਜ਼ਰ ਸਨ ਅਤੇ ਪੱਤਰਕਾਰਾਂ ਨੂੰ ਆ ਰਹੀਆਂ ਸਮੱਸਿਆਵਾਂ ਬਾਰੇ ਵੀ ਵਿਚਾਰ ਕੀਤਾ ਗਿਆ। ਆਉਣ ਵਾਲੇ ਸਮੇਂ ਵਿੱਚ ਕਲੱਬ ਵੱਲੋਂ ਸਮਾਜ ਸੇਵਾ ਦੇ ਕਾਰਜ ਵੀ ਕੀਤੇ ਜਾਣਗੇ ਅਤੇ ਪੱਤਰਕਾਰ ਭਾਈਚਾਰੇ ਦੀ ਏਕਤਾ ਨੂੰ ਮਜ਼ਬੂਤ ਕੀਤਾ ਜਾਵੇਗਾ। ਮੀਟਿੰਗ ਵਿੱਚ ਕਈ ਅਹਿਮ ਫੈਸਲੇ ਵੀ ਲਏ ਗਏ ਅਤੇ ਸਭ ਨੇ ਪ੍ਰਧਾਨ ਦਾ ਧੰਨਵਾਦ ਕੀਤਾ। bbox=[7, 261, 323, 400]
section-title: ਨੇਪਾਲ ਵਿੱਚ ਵਿਦਿਆਰਥੀਆਂ.. bbox=[676, 568, 858, 588]
tagline: ਪੰਜਾਬ ਦਾ ਅਖਬਾਰ bbox=[136, 4, 192, 14]
divider bbox=[7, 549, 323, 551]
section-title: ਪੰਜਾਬ 'ਚ ਹੜ੍ਹਾਂ ਕਾਰਨ 25 ਹਜ਼ਾਰ ... bbox=[1055, 333, 1292, 352]
